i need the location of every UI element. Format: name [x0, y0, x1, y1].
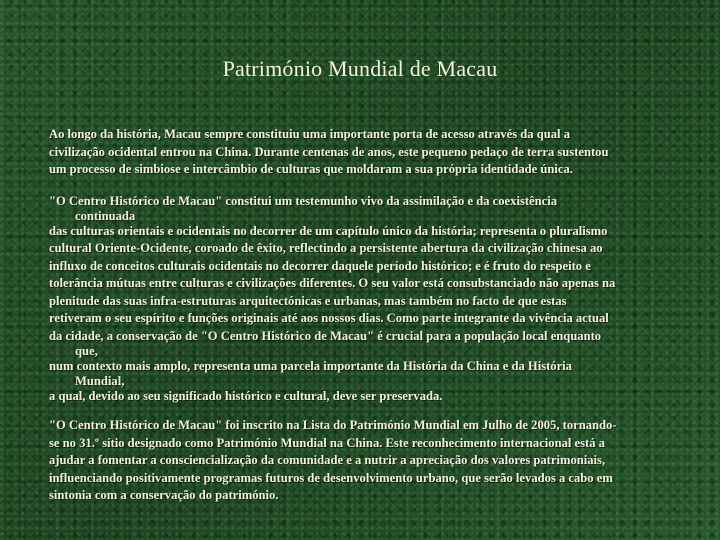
text-line: cultural Oriente-Ocidente, coroado de êxito, reflectindo a persistente abertura da civilização chinesa ao	[49, 241, 603, 255]
paragraph-history	[49, 126, 685, 179]
document-body	[49, 126, 685, 519]
text-line: da cidade, a conservação de "O Centro Histórico de Macau" é crucial para a população local enquanto	[49, 328, 602, 343]
text-line: tolerância mútuas entre culturas e civilizações diferentes. O seu valor está consubstanciado não apenas na	[49, 276, 616, 290]
text-line-continuation: que,	[75, 344, 98, 358]
text-line: das culturas orientais e ocidentais no decorrer de um capítulo único da história; representa o pluralismo	[49, 223, 608, 238]
text-line: ajudar a fomentar a consciencialização da comunidade e a nutrir a apreciação dos valores patrimoniais,	[49, 453, 606, 467]
text-line: Ao longo da história, Macau sempre constituiu uma importante porta de acesso através da qual a	[49, 127, 571, 141]
text-line: se no 31.º sítio designado como Património Mundial na China. Este reconhecimento internacional está a	[49, 435, 605, 450]
text-line: influenciando positivamente programas futuros de desenvolvimento urbano, que serão levados a cabo em	[49, 470, 613, 485]
text-line: a qual, devido ao seu significado histórico e cultural, deve ser preservada.	[49, 388, 443, 403]
text-line: plenitude das suas infra-estruturas arquitectónicas e urbanas, mas também no facto de que estas	[49, 293, 567, 308]
paragraph-world-heritage-listing	[49, 417, 685, 505]
paragraph-historic-centre	[49, 193, 685, 406]
text-line: "O Centro Histórico de Macau" constitui um testemunho vivo da assimilação e da coexistência	[49, 193, 558, 208]
text-line: num contexto mais amplo, representa uma parcela importante da História da China e da História	[49, 358, 572, 373]
text-line: sintonia com a conservação do património.	[49, 488, 279, 502]
text-line-continuation: Mundial,	[75, 374, 125, 388]
text-line: um processo de simbiose e intercâmbio de culturas que moldaram a sua própria identidade única.	[49, 162, 573, 176]
text-line-continuation: continuada	[75, 209, 136, 223]
text-line: retiveram o seu espírito e funções originais até aos nossos dias. Como parte integrante da vivência actual	[49, 311, 609, 325]
text-line: "O Centro Histórico de Macau" foi inscrito na Lista do Património Mundial em Julho de 2005, tornando-	[49, 418, 617, 432]
text-line: influxo de conceitos culturais ocidentais no decorrer daquele período histórico; e é fruto do respeito e	[49, 258, 591, 273]
page-title: Património Mundial de Macau	[222, 56, 498, 81]
text-line: civilização ocidental entrou na China. Durante centenas de anos, este pequeno pedaço de terra sustentou	[49, 144, 609, 159]
